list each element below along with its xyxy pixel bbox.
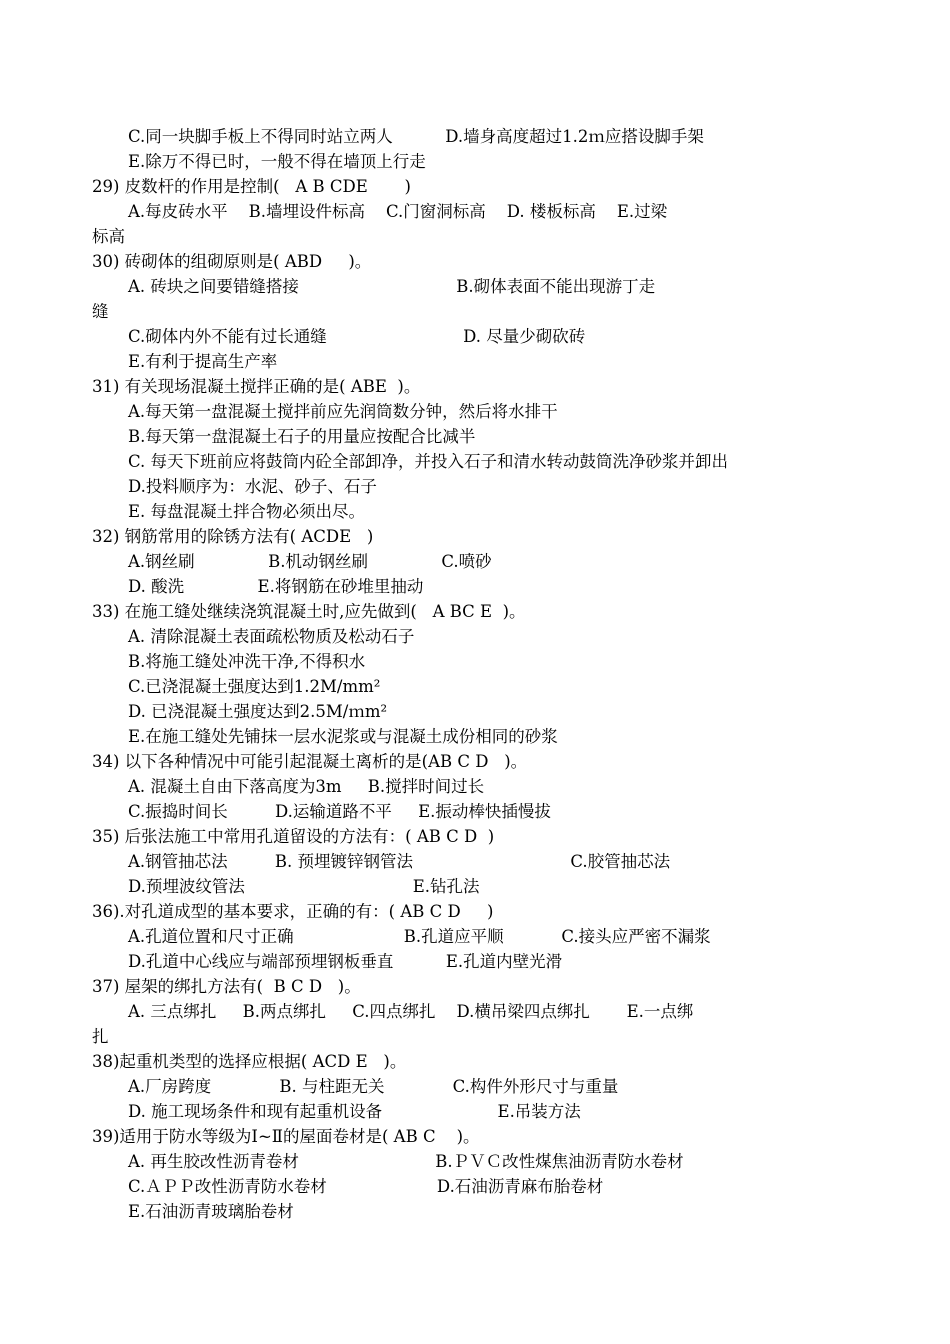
option-line: A. 混凝土自由下落高度为3m B.搅拌时间过长: [128, 777, 485, 796]
option-line-wrap: 扎: [92, 1027, 109, 1046]
question-34: 34) 以下各种情况中可能引起混凝土离析的是(AB C D )。: [92, 752, 528, 771]
option-line: A. 再生胶改性沥青卷材 B.ＰＶＣ改性煤焦油沥青防水卷材: [128, 1152, 684, 1171]
option-line: B.每天第一盘混凝土石子的用量应按配合比减半: [128, 427, 476, 446]
question-33: 33) 在施工缝处继续浇筑混凝土时,应先做到( A BC E )。: [92, 602, 526, 621]
option-line: E.石油沥青玻璃胎卷材: [128, 1202, 294, 1221]
question-31: 31) 有关现场混凝土搅拌正确的是( ABE )。: [92, 377, 421, 396]
option-line: A.每皮砖水平 B.墙埋设件标高 C.门窗洞标高 D. 楼板标高 E.过梁: [128, 202, 668, 221]
question-38: 38)起重机类型的选择应根据( ACD E )。: [92, 1052, 407, 1071]
question-39: 39)适用于防水等级为Ⅰ~Ⅱ的屋面卷材是( AB C )。: [92, 1127, 480, 1146]
option-line: C. 每天下班前应将鼓筒内砼全部卸净，并投入石子和清水转动鼓筒洗净砂浆并卸出: [128, 452, 729, 471]
option-line: C.振捣时间长 D.运输道路不平 E.振动棒快插慢拔: [128, 802, 551, 821]
option-line: D.孔道中心线应与端部预埋钢板垂直 E.孔道内壁光滑: [128, 952, 563, 971]
option-line: D.预埋波纹管法 E.钻孔法: [128, 877, 480, 896]
option-line: C.ＡＰＰ改性沥青防水卷材 D.石油沥青麻布胎卷材: [128, 1177, 604, 1196]
option-line: D. 酸洗 E.将钢筋在砂堆里抽动: [128, 577, 424, 596]
option-line: C.已浇混凝土强度达到1.2M/mm²: [128, 677, 381, 696]
option-line: A.钢管抽芯法 B. 预埋镀锌钢管法 C.胶管抽芯法: [128, 852, 671, 871]
option-line: D.投料顺序为：水泥、砂子、石子: [128, 477, 377, 496]
option-line: C.同一块脚手板上不得同时站立两人 D.墙身高度超过1.2ｍ应搭设脚手架: [128, 127, 704, 146]
option-line: A. 清除混凝土表面疏松物质及松动石子: [128, 627, 415, 646]
option-line: A. 三点绑扎 B.两点绑扎 C.四点绑扎 D.横吊梁四点绑扎 E.一点绑: [128, 1002, 694, 1021]
question-30: 30) 砖砌体的组砌原则是( ABD )。: [92, 252, 372, 271]
option-line: C.砌体内外不能有过长通缝 D. 尽量少砌砍砖: [128, 327, 586, 346]
option-line: E.除万不得已时，一般不得在墙顶上行走: [128, 152, 426, 171]
option-line: B.将施工缝处冲洗干净,不得积水: [128, 652, 366, 671]
question-29: 29) 皮数杆的作用是控制( A B CDE ): [92, 177, 411, 196]
option-line: A.钢丝刷 B.机动钢丝刷 C.喷砂: [128, 552, 492, 571]
question-36: 36).对孔道成型的基本要求，正确的有：( AB C D ): [92, 902, 494, 921]
option-line: E. 每盘混凝土拌合物必须出尽。: [128, 502, 366, 521]
option-line: E.有利于提高生产率: [128, 352, 278, 371]
option-line-wrap: 缝: [92, 302, 109, 321]
option-line: E.在施工缝处先铺抹一层水泥浆或与混凝土成份相同的砂浆: [128, 727, 558, 746]
question-37: 37) 屋架的绑扎方法有( B C D )。: [92, 977, 361, 996]
option-line: D. 施工现场条件和现有起重机设备 E.吊装方法: [128, 1102, 581, 1121]
option-line-wrap: 标高: [92, 227, 125, 246]
question-32: 32) 钢筋常用的除锈方法有( ACDE ): [92, 527, 374, 546]
option-line: D. 已浇混凝土强度达到2.5M/ｍm²: [128, 702, 388, 721]
option-line: A.厂房跨度 B. 与柱距无关 C.构件外形尺寸与重量: [128, 1077, 619, 1096]
option-line: A. 砖块之间要错缝搭接 B.砌体表面不能出现游丁走: [128, 277, 656, 296]
option-line: A.孔道位置和尺寸正确 B.孔道应平顺 C.接头应严密不漏浆: [128, 927, 711, 946]
question-35: 35) 后张法施工中常用孔道留设的方法有：( AB C D ): [92, 827, 495, 846]
option-line: A.每天第一盘混凝土搅拌前应先润筒数分钟，然后将水排干: [128, 402, 558, 421]
